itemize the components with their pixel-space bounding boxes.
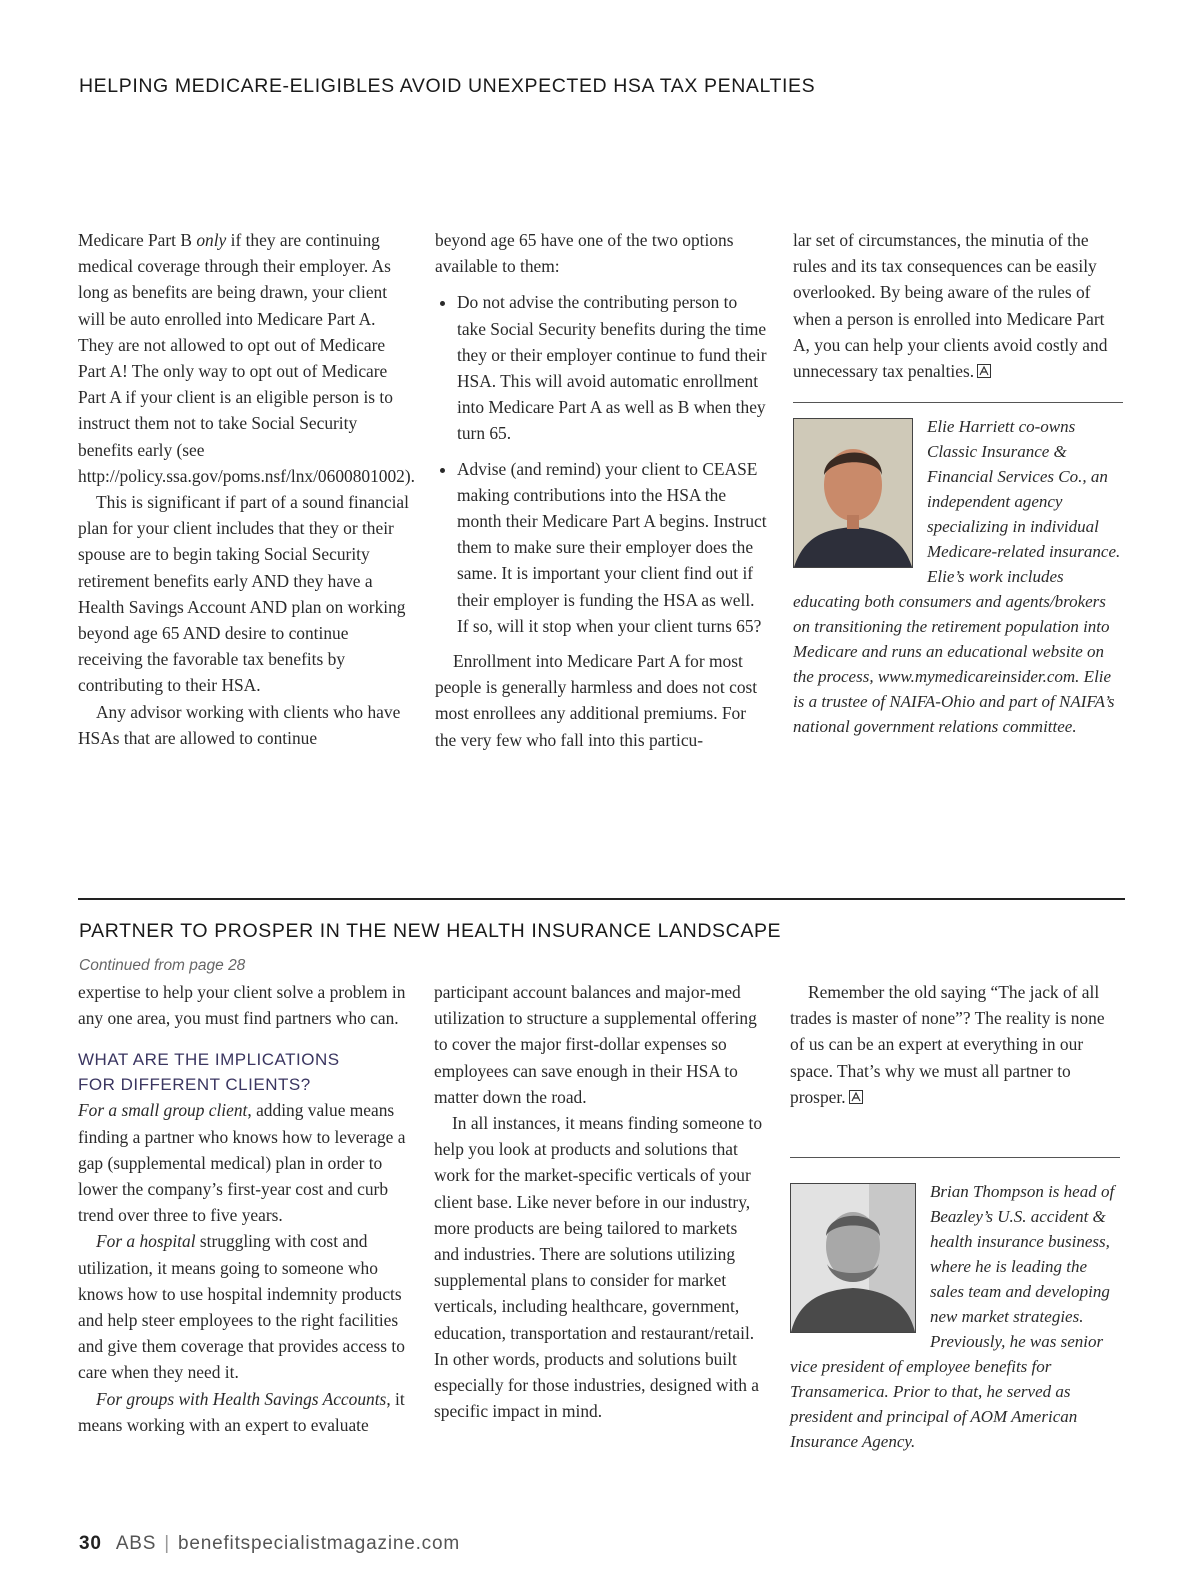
author-bio-elie: Elie Harriett co-owns Classic Insurance & Financial Services Co., an independent agency specializing in individual Medicare-related insurance. Elie’s work includes educating both consumers and agents/brokers on transitioning the retirement population into Medicare and runs an educational website on the process, www.mymedicareinsider.com. Elie is a trustee of NAIFA-Ohio and part of NAIFA’s national government relations committee.: [793, 417, 1121, 736]
portrait-icon: [794, 419, 912, 567]
article1-column-2: [435, 227, 767, 753]
article2-col2-paragraph-1: participant account balances and major-med utilization to structure a supplemental offering to cover the major first-dollar expenses so employees can save enough in their HSA to matter down the road.: [434, 982, 757, 1107]
article1-column-3: [793, 227, 1123, 384]
end-mark-icon: [849, 1090, 863, 1104]
article2-column-1: [78, 979, 410, 1438]
page-number: 30: [79, 1533, 102, 1554]
article2-col1-paragraph-1: expertise to help your client solve a problem in any one area, you must find partners who can.: [78, 982, 406, 1029]
author-photo-elie: [793, 418, 913, 568]
page-footer: [79, 1533, 460, 1555]
portrait-icon: [791, 1184, 915, 1332]
continued-note: Continued from page 28: [79, 957, 246, 974]
list-item: • Advise (and remind) your client to CEASE making contributions into the HSA the month their Medicare Part A begins. Instruct them to make sure their employer does the same. It is important your client find out if their employer is funding the HSA as well. If so, will it stop when your client turns 65?: [457, 456, 767, 639]
article2-column-3: [790, 979, 1122, 1110]
footer-separator: |: [164, 1533, 170, 1554]
article2-title: PARTNER TO PROSPER IN THE NEW HEALTH INSURANCE LANDSCAPE: [79, 920, 782, 942]
article-divider: [78, 898, 1125, 900]
article1-col2-paragraph-1: beyond age 65 have one of the two options available to them:: [435, 230, 734, 277]
author-photo-brian: [790, 1183, 916, 1333]
article2-col1-paragraph-4: For groups with Health Savings Accounts, it means working with an expert to evaluate: [78, 1388, 405, 1435]
magazine-website: benefitspecialistmagazine.com: [178, 1533, 460, 1554]
article1-col3-paragraph-1: lar set of circumstances, the minutia of the rules and its tax consequences can be easily overlooked. By being aware of the rules of when a person is enrolled into Medicare Part A, you can help your clients avoid costly and unnecessary tax penalties.: [793, 230, 1108, 382]
article1-options-list: [435, 289, 767, 639]
article2-col1-paragraph-3: For a hospital struggling with cost and utilization, it means going to someone who knows how to use hospital indemnity products and help steer employees to the right facilities and give them coverage that provides access to care when they need it.: [78, 1231, 405, 1383]
article2-column-2: [434, 979, 766, 1424]
author-bio-brian: Brian Thompson is head of Beazley’s U.S. accident & health insurance business, where he is leading the sales team and developing new market strategies. Previously, he was senior vice president of employee benefits for Transamerica. Prior to that, he served as president and principal of AOM American Insurance Agency.: [790, 1182, 1115, 1451]
article1-title: HELPING MEDICARE-ELIGIBLES AVOID UNEXPECTED HSA TAX PENALTIES: [79, 75, 816, 97]
article1-col1-paragraph-1: Medicare Part B only if they are continuing medical coverage through their employer. As long as benefits are being drawn, your client will be auto enrolled into Medicare Part A. They are not allowed to opt out of Medicare Part A! The only way to opt out of Medicare Part A if your client is an eligible person is to instruct them not to take Social Security benefits early (see http://policy.ssa.gov/poms.nsf/lnx/0600801002).: [78, 230, 416, 486]
article1-col2-paragraph-2: Enrollment into Medicare Part A for most people is generally harmless and does not cost most enrollees any additional premiums. For the very few who fall into this particu-: [435, 651, 758, 750]
article2-col1-paragraph-2: For a small group client, adding value means finding a partner who knows how to leverage a gap (supplemental medical) plan in order to lower the company’s first-year cost and curb trend over three to five years.: [78, 1100, 406, 1226]
article1-column-1: [78, 227, 416, 751]
bio-divider: [790, 1157, 1120, 1158]
article2-col2-paragraph-2: In all instances, it means finding someone to help you look at products and solutions that work for the market-specific verticals of your client base. Like never before in our industry, more products are being tailored to markets and industries. There are solutions utilizing supplemental plans to consider for market verticals, including healthcare, government, education, transportation and restaurant/retail. In other words, products and solutions built especially for those industries, designed with a specific impact in mind.: [434, 1113, 763, 1422]
end-mark-icon: [977, 364, 991, 378]
bio-divider: [793, 402, 1123, 403]
article2-subheading: WHAT ARE THE IMPLICATIONS FOR DIFFERENT CLIENTS?: [78, 1050, 340, 1095]
list-item: • Do not advise the contributing person to take Social Security benefits during the time they or their employer continue to fund their HSA. This will avoid automatic enrollment into Medicare Part A as well as B when they turn 65.: [457, 289, 767, 446]
magazine-brand: ABS: [115, 1533, 157, 1554]
article2-col3-paragraph-1: Remember the old saying “The jack of all trades is master of none”? The reality is none of us can be an expert at everything in our space. That’s why we must all partner to prosper.: [790, 982, 1105, 1107]
article1-col1-paragraph-2: This is significant if part of a sound financial plan for your client includes that they or their spouse are to begin taking Social Security retirement benefits early AND they have a Health Savings Account AND plan on working beyond age 65 AND desire to continue receiving the favorable tax benefits by contributing to their HSA.: [78, 492, 409, 696]
article1-col1-paragraph-3: Any advisor working with clients who have HSAs that are allowed to continue: [78, 701, 401, 748]
